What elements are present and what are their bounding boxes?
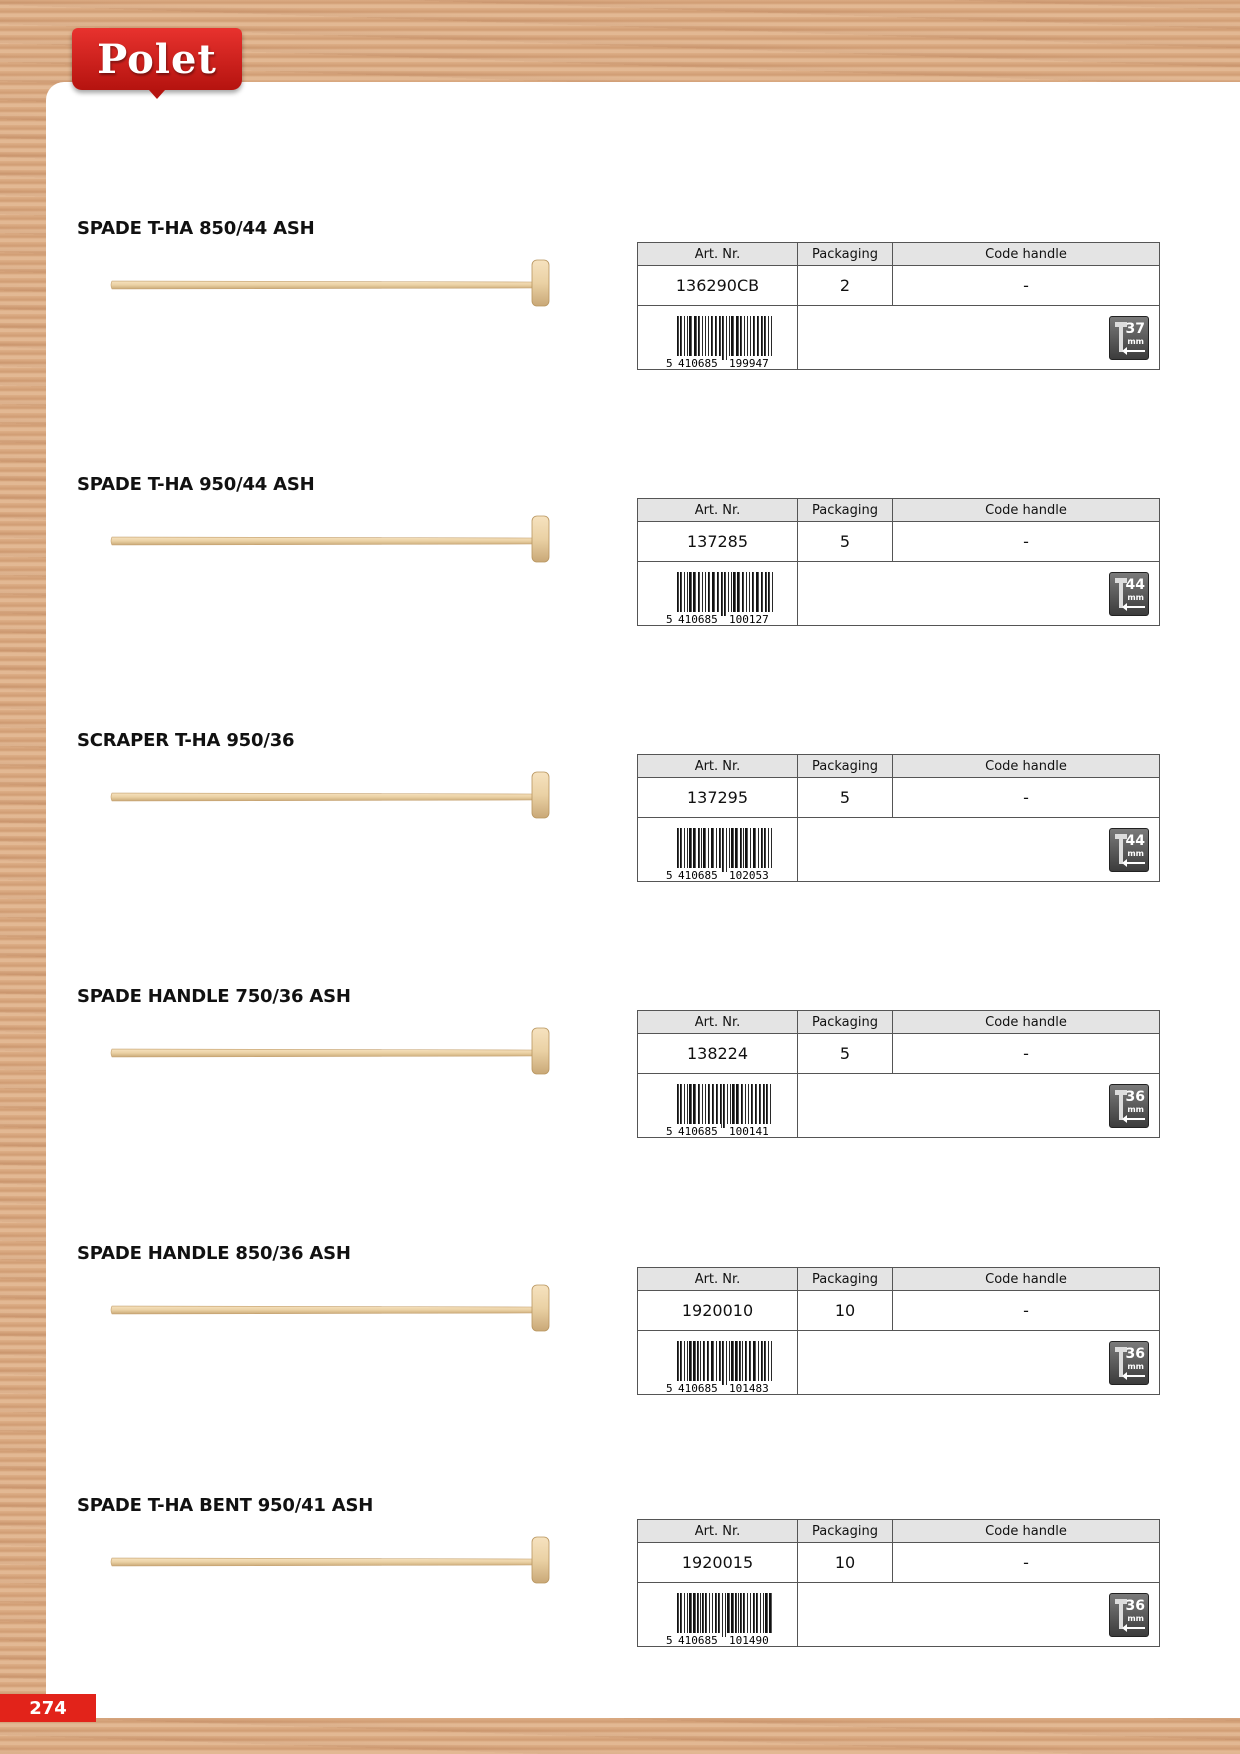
handle-diameter-unit: mm (1127, 1613, 1144, 1623)
handle-diameter-unit: mm (1127, 1104, 1144, 1114)
arrow-left-icon (1125, 350, 1145, 352)
header-art-nr: Art. Nr. (638, 1011, 798, 1034)
table-barcode-row (638, 818, 1160, 882)
ean-barcode (663, 572, 783, 624)
product-table (637, 242, 1160, 370)
arrow-left-icon (1125, 606, 1145, 608)
product-table (637, 1010, 1160, 1138)
header-packaging: Packaging (798, 243, 893, 266)
table-value-row (638, 522, 1160, 562)
table-barcode-row (638, 1074, 1160, 1138)
table-value-row (638, 778, 1160, 818)
header-art-nr: Art. Nr. (638, 1268, 798, 1291)
table-header-row (638, 243, 1160, 266)
ean-right-group: 101483 (729, 1382, 769, 1393)
code-handle-value: - (893, 1543, 1160, 1583)
handle-diameter-icon (1109, 316, 1149, 360)
handle-diameter-icon (1109, 1593, 1149, 1637)
handle-diameter-value: 36 (1125, 1597, 1145, 1614)
packaging-value: 5 (798, 1034, 893, 1074)
packaging-value: 5 (798, 778, 893, 818)
table-barcode-row (638, 562, 1160, 626)
product-block (0, 986, 1240, 1186)
ean-left-group: 410685 (678, 613, 718, 624)
header-code-handle: Code handle (893, 1520, 1160, 1543)
t-handle-image (110, 1535, 555, 1585)
product-table (637, 1267, 1160, 1395)
ean-left-group: 410685 (678, 869, 718, 880)
code-handle-value: - (893, 1291, 1160, 1331)
product-title: SPADE HANDLE 850/36 ASH (77, 1243, 351, 1264)
table-header-row (638, 499, 1160, 522)
product-title: SPADE HANDLE 750/36 ASH (77, 986, 351, 1007)
product-title: SPADE T-HA BENT 950/41 ASH (77, 1495, 374, 1516)
ean-left-group: 410685 (678, 357, 718, 368)
code-handle-value: - (893, 778, 1160, 818)
product-title: SPADE T-HA 850/44 ASH (77, 218, 315, 239)
packaging-value: 2 (798, 266, 893, 306)
product-block (0, 1243, 1240, 1443)
handle-diameter-value: 44 (1125, 832, 1145, 849)
art-nr-value: 136290CB (638, 266, 798, 306)
handle-diameter-icon (1109, 1341, 1149, 1385)
header-code-handle: Code handle (893, 1268, 1160, 1291)
code-handle-value: - (893, 522, 1160, 562)
table-barcode-row (638, 1583, 1160, 1647)
art-nr-value: 138224 (638, 1034, 798, 1074)
t-handle-image (110, 1283, 555, 1333)
handle-diameter-icon (1109, 572, 1149, 616)
art-nr-value: 1920010 (638, 1291, 798, 1331)
polet-logo (72, 28, 242, 90)
ean-left-group: 410685 (678, 1125, 718, 1136)
t-handle-image (110, 514, 555, 564)
ean-right-group: 100127 (729, 613, 769, 624)
product-block (0, 218, 1240, 418)
product-table (637, 754, 1160, 882)
ean-first-digit: 5 (666, 1382, 673, 1393)
arrow-left-icon (1125, 1627, 1145, 1629)
handle-diameter-unit: mm (1127, 1361, 1144, 1371)
art-nr-value: 1920015 (638, 1543, 798, 1583)
table-value-row (638, 1543, 1160, 1583)
packaging-value: 10 (798, 1543, 893, 1583)
handle-diameter-value: 37 (1125, 320, 1145, 337)
ean-barcode (663, 828, 783, 880)
art-nr-value: 137295 (638, 778, 798, 818)
logo-text: Polet (97, 35, 217, 83)
table-barcode-row (638, 1331, 1160, 1395)
handle-diameter-icon (1109, 828, 1149, 872)
product-title: SCRAPER T-HA 950/36 (77, 730, 295, 751)
handle-diameter-unit: mm (1127, 592, 1144, 602)
code-handle-value: - (893, 1034, 1160, 1074)
product-table (637, 1519, 1160, 1647)
table-header-row (638, 1268, 1160, 1291)
table-header-row (638, 1011, 1160, 1034)
handle-diameter-value: 44 (1125, 576, 1145, 593)
header-code-handle: Code handle (893, 755, 1160, 778)
ean-first-digit: 5 (666, 1634, 673, 1645)
handle-diameter-value: 36 (1125, 1345, 1145, 1362)
packaging-value: 10 (798, 1291, 893, 1331)
product-table (637, 498, 1160, 626)
ean-first-digit: 5 (666, 613, 673, 624)
header-packaging: Packaging (798, 499, 893, 522)
header-code-handle: Code handle (893, 1011, 1160, 1034)
table-value-row (638, 1034, 1160, 1074)
product-block (0, 474, 1240, 674)
ean-right-group: 102053 (729, 869, 769, 880)
ean-barcode (663, 316, 783, 368)
header-code-handle: Code handle (893, 499, 1160, 522)
table-barcode-row (638, 306, 1160, 370)
art-nr-value: 137285 (638, 522, 798, 562)
handle-diameter-icon (1109, 1084, 1149, 1128)
ean-left-group: 410685 (678, 1634, 718, 1645)
header-packaging: Packaging (798, 1011, 893, 1034)
header-code-handle: Code handle (893, 243, 1160, 266)
arrow-left-icon (1125, 1118, 1145, 1120)
ean-first-digit: 5 (666, 869, 673, 880)
packaging-value: 5 (798, 522, 893, 562)
header-art-nr: Art. Nr. (638, 755, 798, 778)
handle-diameter-value: 36 (1125, 1088, 1145, 1105)
handle-diameter-unit: mm (1127, 848, 1144, 858)
t-handle-image (110, 770, 555, 820)
ean-barcode (663, 1084, 783, 1136)
arrow-left-icon (1125, 1375, 1145, 1377)
product-block (0, 1495, 1240, 1695)
ean-first-digit: 5 (666, 357, 673, 368)
table-header-row (638, 755, 1160, 778)
table-value-row (638, 1291, 1160, 1331)
handle-diameter-unit: mm (1127, 336, 1144, 346)
header-packaging: Packaging (798, 1520, 893, 1543)
table-value-row (638, 266, 1160, 306)
ean-barcode (663, 1341, 783, 1393)
header-art-nr: Art. Nr. (638, 243, 798, 266)
t-handle-image (110, 1026, 555, 1076)
code-handle-value: - (893, 266, 1160, 306)
t-handle-image (110, 258, 555, 308)
ean-right-group: 199947 (729, 357, 769, 368)
header-packaging: Packaging (798, 1268, 893, 1291)
ean-left-group: 410685 (678, 1382, 718, 1393)
header-packaging: Packaging (798, 755, 893, 778)
header-art-nr: Art. Nr. (638, 1520, 798, 1543)
product-block (0, 730, 1240, 930)
ean-first-digit: 5 (666, 1125, 673, 1136)
ean-barcode (663, 1593, 783, 1645)
page-number: 274 (0, 1694, 96, 1722)
table-header-row (638, 1520, 1160, 1543)
header-art-nr: Art. Nr. (638, 499, 798, 522)
ean-right-group: 101490 (729, 1634, 769, 1645)
ean-right-group: 100141 (729, 1125, 769, 1136)
arrow-left-icon (1125, 862, 1145, 864)
product-title: SPADE T-HA 950/44 ASH (77, 474, 315, 495)
